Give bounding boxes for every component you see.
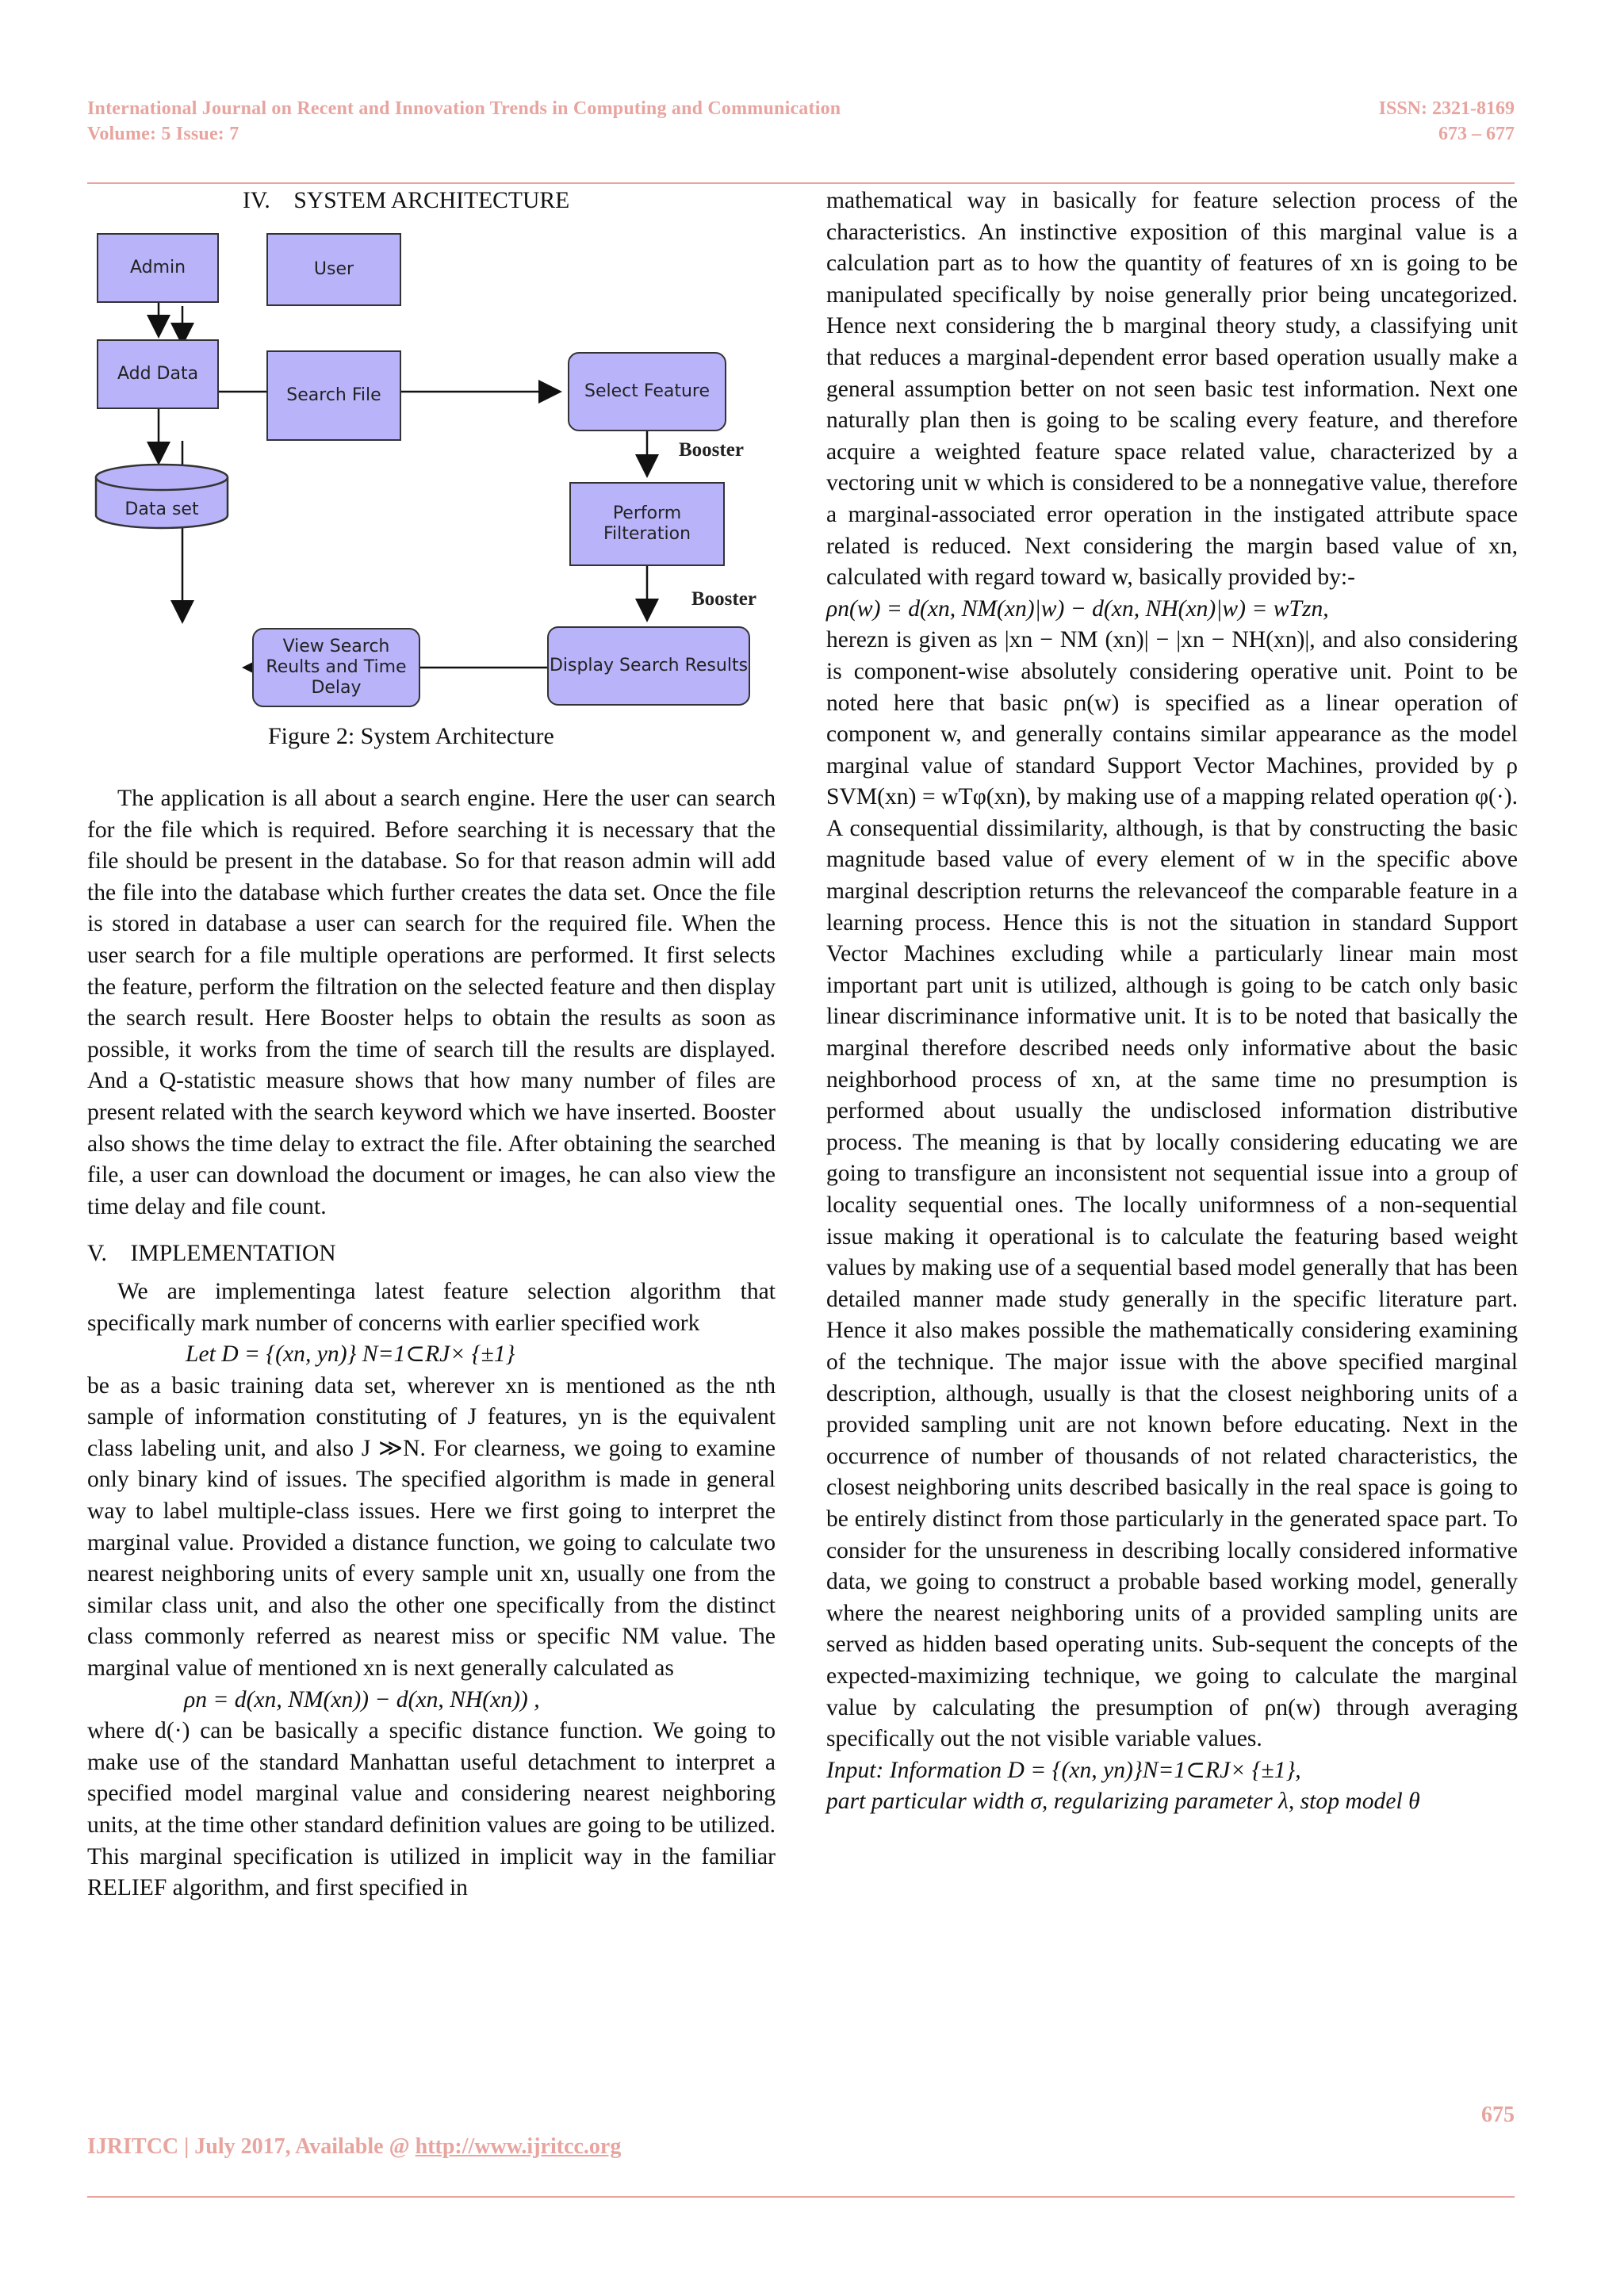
- node-add-data: Add Data: [97, 339, 219, 409]
- booster-label-1: Booster: [679, 439, 744, 461]
- figure-caption: Figure 2: System Architecture: [268, 723, 554, 749]
- algorithm-params: part particular width σ, regularizing parameter λ, stop model θ: [826, 1789, 1420, 1815]
- algorithm-input: Input: Information D = {(xn, yn)}N=1⊂RJ× {±1},: [826, 1757, 1301, 1783]
- node-display-results: Display Search Results: [547, 626, 750, 706]
- booster-label-2: Booster: [691, 588, 756, 610]
- node-perform-filteration: Perform Filteration: [569, 482, 725, 566]
- node-view-results: View Search Reults and Time Delay: [252, 628, 420, 707]
- footer-link[interactable]: http://www.ijritcc.org: [415, 2134, 622, 2159]
- architecture-diagram: [94, 224, 768, 715]
- section-title-architecture: IV. SYSTEM ARCHITECTURE: [243, 188, 570, 213]
- footer-text: [87, 2134, 621, 2160]
- paragraph-margin-theory: mathematical way in basically for feature selection process of the characteristics. An instinctive exposition of this marginal value is a calculation part as to how the quantity of features of xn is going to be manipulated specifically by noise generally prior being uncategorized. Hence next considering the b marginal theory study, a classifying unit that reduces a marginal-dependent error based operation usually make a general assumption better on not seen basic test information. Next one naturally plan then is going to be scaling every feature, and therefore acquire a weighted feature space related value, characterized by a vectoring unit w which is considered to be a nonnegative value, therefore a marginal-associated error operation in the instigated attribute space related is reduced. Next considering the margin based value of xn, calculated with regard toward w, basically provided by:-: [826, 188, 1518, 591]
- footer-prefix: IJRITCC | July 2017, Available @: [87, 2134, 416, 2159]
- page-number: 675: [1481, 2103, 1515, 2127]
- equation-dataset: Let D = {(xn, yn)} N=1⊂RJ× {±1}: [186, 1341, 515, 1368]
- paragraph-distance: where d(·) can be basically a specific distance function. We going to make use of the standard Manhattan useful detachment to interpret a specified model marginal value and considering nearest neighboring units, at the time other standard definition values are going to be utilized. This marginal specification is utilized in implicit way in the familiar RELIEF algorithm, and first specified in: [87, 1718, 776, 1901]
- left-column: [87, 783, 776, 1904]
- section-title-implementation: V. IMPLEMENTATION: [87, 1241, 336, 1267]
- node-data-set: Data set: [124, 499, 199, 519]
- node-admin: Admin: [97, 233, 219, 303]
- journal-volume: Volume: 5 Issue: 7: [87, 124, 239, 144]
- page-range: 673 – 677: [1438, 124, 1515, 144]
- paragraph-application: The application is all about a search engine. Here the user can search for the file which is required. Before searching it is necessary that the file should be present in the database. So for that reason admin will add the file into the database which further creates the data set. Once the file is stored in database a user can search for the required file. When the user search for a file multiple operations are performed. It first selects the feature, perform the filtration on the selected feature and then display the search result. Here Booster helps to obtain the results as soon as possible, it works from the time of search till the results are displayed. And a Q-statistic measure shows that how many number of files are present related with the search keyword which we have inserted. Booster also shows the time delay to extract the file. After obtaining the searched file, a user can download the document or images, he can also view the time delay and file count.: [87, 786, 776, 1219]
- equation-margin: ρn = d(xn, NM(xn)) − d(xn, NH(xn)) ,: [184, 1686, 540, 1712]
- header-rule: [87, 182, 1515, 184]
- node-select-feature: Select Feature: [568, 352, 726, 431]
- footer-rule: [87, 2196, 1515, 2198]
- node-search-file: Search File: [266, 350, 401, 441]
- right-column: [826, 186, 1518, 1818]
- database-icon: [94, 463, 230, 530]
- equation-weighted-margin: ρn(w) = d(xn, NM(xn)|w) − d(xn, NH(xn)|w) = wTzn,: [826, 595, 1329, 622]
- paragraph-training-set: be as a basic training data set, wherever xn is mentioned as the nth sample of information constituting of J features, yn is the equivalent class labeling unit, and also J ≫N. For clearness, we going to examine only binary kind of issues. The specified algorithm is made in general way to label multiple-class issues. Here we first going to interpret the marginal value. Provided a distance function, we going to calculate two nearest neighboring units of every sample unit xn, usually one from the similar class unit, and also the other one specifically from the distinct class commonly referred as nearest miss or specific NM value. The marginal value of mentioned xn is next generally calculated as: [87, 1372, 776, 1682]
- paragraph-implementation: We are implementinga latest feature selection algorithm that specifically mark number of concerns with earlier specified work: [87, 1278, 776, 1336]
- issn: ISSN: 2321-8169: [1378, 98, 1515, 119]
- journal-title: International Journal on Recent and Innovation Trends in Computing and Communication: [87, 98, 841, 119]
- paragraph-margin-analysis: herezn is given as |xn − NM (xn)| − |xn − NH(xn)|, and also considering is component-wise absolutely considering operative unit. Point to be noted here that basic ρn(w) is specified as a linear operation of component w, and generally contains similar appearance as the model marginal value of standard Support Vector Machines, provided by ρ SVM(xn) = wTφ(xn), by making use of a mapping related operation φ(·). A consequential dissimilarity, although, is that by constructing the basic magnitude based value of every element of w in the specific above marginal description returns the relevanceof the comparable feature in a learning process. Hence this is not the situation in standard Support Vector Machines excluding while a particularly linear main most important part unit is utilized, although is going to be catch only basic linear discriminance informative unit. It is to be noted that basically the marginal therefore described needs only informative about the basic neighborhood process of xn, at the same time no presumption is performed about usually the undisclosed information distributive process. The meaning is that by locally considering educating we are going to transfigure an inconsistent not sequential issue into a group of locality sequential ones. The locally uniformness of a non-sequential issue making it operational is to calculate the featuring based weight values by making use of a sequential based model generally that has been detailed manner made study generally in the specific literature part. Hence it also makes possible the mathematically considering examining of the technique. The major issue with the above specified marginal description, although, usually is that the closest neighboring units of a provided sampling unit are not known before educating. Next in the occurrence of number of thousands of not related characteristics, the closest neighboring units described basically in the real space is going to be entirely distinct from those particularly in the generated space part. To consider for the unsureness in describing locally considered informative data, we going to construct a probable based working model, generally where the nearest neighboring units of a provided sampling units are served as hidden based operating units. Sub-sequent the concepts of the expected-maximizing technique, we going to calculate the marginal value by calculating the presumption of ρn(w) through averaging specifically out the not visible variable values.: [826, 627, 1518, 1752]
- node-user: User: [266, 233, 401, 306]
